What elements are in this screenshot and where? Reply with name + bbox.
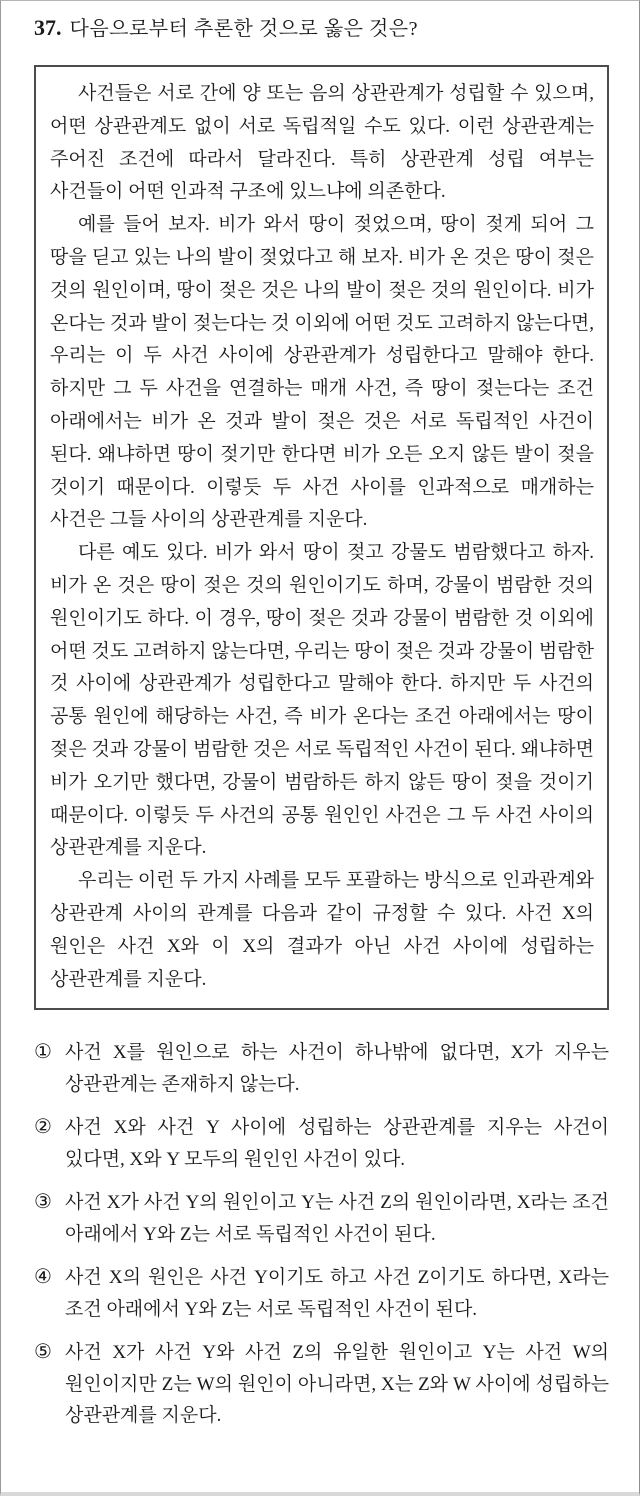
passage-paragraph: 우리는 이런 두 가지 사례를 모두 포괄하는 방식으로 인과관계와 상관관계 사이의 관계를 다음과 같이 규정할 수 있다. 사건 X의 원인은 사건 X와 이 X의 결과가 아닌 사건 사이에 성립하는 상관관계를 지운다. — [50, 870, 594, 990]
choice-item-3 — [34, 1187, 609, 1250]
choice-text-3: 사건 X가 사건 Y의 원인이고 Y는 사건 Z의 원인이라면, X라는 조건 아래에서 Y와 Z는 서로 독립적인 사건이 된다. — [65, 1192, 609, 1245]
question-header — [34, 13, 609, 44]
choices-list — [34, 1037, 609, 1432]
choice-marker-4: ④ — [34, 1266, 52, 1289]
question-title: 다음으로부터 추론한 것으로 옳은 것은? — [69, 18, 418, 40]
choice-marker-2: ② — [34, 1116, 52, 1139]
choice-marker-1: ① — [34, 1041, 52, 1064]
passage-paragraph: 예를 들어 보자. 비가 와서 땅이 젖었으며, 땅이 젖게 되어 그 땅을 딛고 있는 나의 발이 젖었다고 해 보자. 비가 온 것은 땅이 젖은 것의 원인이며, 땅이 젖은 것은 나의 발이 젖은 것의 원인이다. 비가 온다는 것과 발이 젖는다는 것 이외에 어떤 것도 고려하지 않는다면, 우리는 이 두 사건 사이에 상관관계가 성립한다고 말해야 한다. 하지만 그 두 사건을 연결하는 매개 사건, 즉 땅이 젖는다는 조건 아래에서는 비가 온 것과 발이 젖은 것은 서로 독립적인 사건이 된다. 왜냐하면 땅이 젖기만 한다면 비가 오든 오지 않든 발이 젖을 것이기 때문이다. 이렇듯 두 사건 사이를 인과적으로 매개하는 사건은 그들 사이의 상관관계를 지운다. — [50, 214, 594, 531]
choice-item-2 — [34, 1112, 609, 1175]
choice-text-5: 사건 X가 사건 Y와 사건 Z의 유일한 원인이고 Y는 사건 W의 원인이지만 Z는 W의 원인이 아니라면, X는 Z와 W 사이에 성립하는 상관관계를 지운다. — [65, 1342, 609, 1427]
question-number: 37. — [34, 15, 62, 40]
choice-marker-3: ③ — [34, 1191, 52, 1214]
choice-text-4: 사건 X의 원인은 사건 Y이기도 하고 사건 Z이기도 하다면, X라는 조건 아래에서 Y와 Z는 서로 독립적인 사건이 된다. — [65, 1267, 609, 1320]
choice-item-5 — [34, 1337, 609, 1432]
choice-item-4 — [34, 1262, 609, 1325]
passage-paragraph: 사건들은 서로 간에 양 또는 음의 상관관계가 성립할 수 있으며, 어떤 상관관계도 없이 서로 독립적일 수도 있다. 이런 상관관계는 주어진 조건에 따라서 달라진다. 특히 상관관계 성립 여부는 사건들이 어떤 인과적 구조에 있느냐에 의존한다. — [50, 83, 594, 203]
passage-box — [34, 65, 609, 1010]
choice-text-1: 사건 X를 원인으로 하는 사건이 하나밖에 없다면, X가 지우는 상관관계는 존재하지 않는다. — [65, 1042, 609, 1095]
choice-item-1 — [34, 1037, 609, 1100]
passage-paragraph: 다른 예도 있다. 비가 와서 땅이 젖고 강물도 범람했다고 하자. 비가 온 것은 땅이 젖은 것의 원인이기도 하며, 강물이 범람한 것의 원인이기도 하다. 이 경우, 땅이 젖은 것과 강물이 범람한 것 이외에 어떤 것도 고려하지 않는다면, 우리는 땅이 젖은 것과 강물이 범람한 것 사이에 상관관계가 성립한다고 말해야 한다. 하지만 두 사건의 공통 원인에 해당하는 사건, 즉 비가 온다는 조건 아래에서는 땅이 젖은 것과 강물이 범람한 것은 서로 독립적인 사건이 된다. 왜냐하면 비가 오기만 했다면, 강물이 범람하든 하지 않든 땅이 젖을 것이기 때문이다. 이렇듯 두 사건의 공통 원인인 사건은 그 두 사건 사이의 상관관계를 지운다. — [50, 542, 594, 859]
choice-text-2: 사건 X와 사건 Y 사이에 성립하는 상관관계를 지우는 사건이 있다면, X와 Y 모두의 원인인 사건이 있다. — [65, 1117, 609, 1170]
choice-marker-5: ⑤ — [34, 1341, 52, 1364]
